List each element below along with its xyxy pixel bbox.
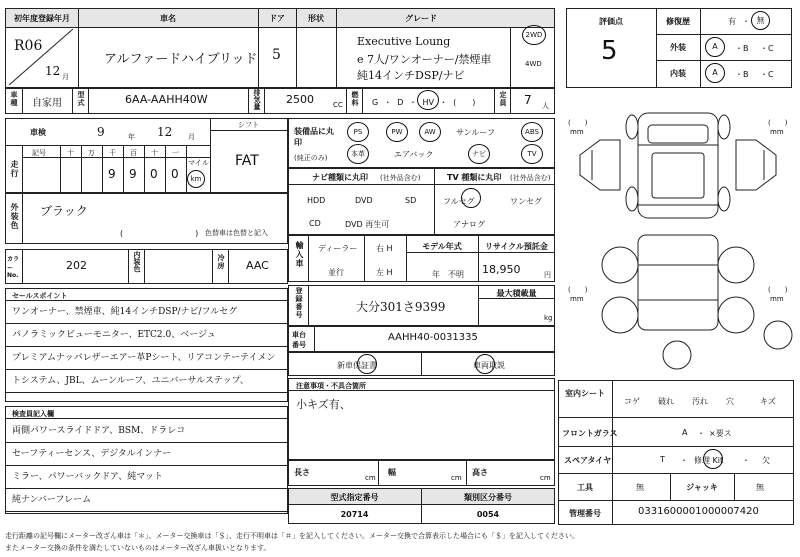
tools-value: 無 — [636, 483, 644, 492]
new-car-warranty: 新車保証書 — [337, 361, 377, 370]
recycle-yen: 円 — [544, 271, 551, 279]
equipment-circle: PS — [347, 122, 369, 142]
equipment-item: サンルーフ — [456, 128, 495, 137]
diagram-mm-br: mm — [770, 295, 784, 303]
fuel-label: 燃料 — [351, 91, 359, 107]
dimensions-block — [288, 460, 555, 486]
digit-unit-label: 十 — [67, 149, 74, 157]
tv-analog: アナログ — [453, 220, 485, 229]
diagram-mm-tr: mm — [770, 128, 784, 136]
score-value: 5 — [601, 36, 618, 66]
grade-line-1: Executive Loung — [357, 35, 451, 48]
repair-yes: 有 — [728, 17, 736, 26]
interior-label: 内装 — [670, 69, 686, 78]
reg-month-unit: 月 — [62, 73, 69, 81]
mileage-mark-label: 記号 — [32, 149, 46, 157]
car-name: アルファードハイブリッド — [104, 52, 258, 67]
color-value: ブラック — [40, 204, 88, 218]
sales-rule — [5, 323, 288, 324]
import-left-h: 左 H — [376, 268, 393, 277]
mgmt-value: 0331600001000007420 — [638, 506, 759, 517]
capacity-unit: 人 — [542, 102, 549, 110]
seat-label: 室内シート — [565, 389, 605, 398]
manual-circle — [475, 354, 495, 374]
aircon-value: AAC — [246, 259, 269, 272]
height-cm: cm — [540, 474, 551, 482]
spare-missing: 欠 — [762, 456, 770, 465]
color-no-value: 202 — [66, 259, 87, 272]
chassis-value: AAHH40-0031335 — [388, 332, 478, 343]
mileage-digit: 0 — [171, 167, 179, 181]
interior-a-circle: A — [705, 63, 725, 83]
spare-dot-2: ・ — [742, 456, 750, 465]
sales-point-line: ワンオーナー、禁煙車、純14インチDSP/ナビ/フルセグ — [12, 307, 238, 317]
exterior-a-circle: A — [705, 37, 725, 57]
import-dealer: ディーラー — [318, 244, 358, 253]
reg-year: R06 — [14, 38, 43, 54]
inspector-rule — [5, 442, 288, 443]
navi-dvd-play: DVD 再生可 — [345, 220, 390, 229]
glass-label: フロントガラス — [562, 429, 618, 438]
inspector-line: 両側パワースライドドア、BSM、ドラレコ — [12, 426, 186, 436]
footer-line-1: 走行距離の記号欄にメーター改ざん車は「＊」、メーター交換車は「＄」、走行不明車は「＃」を記入してください。メーター交換で合算表示した場合にも「＄」を記入してください。 — [5, 532, 579, 540]
recycle-label: リサイクル預託金 — [485, 242, 548, 251]
tv-label: TV 種類に丸印 — [447, 173, 502, 182]
type-number-label: 型式指定番号 — [330, 493, 379, 502]
sales-point-line: トシステム、JBL、ムーンルーフ、ユニバーサルステップ、 — [12, 376, 249, 386]
navi-sd: SD — [405, 196, 417, 205]
spare-kit-circle — [703, 449, 723, 469]
capacity: 7 — [524, 93, 532, 107]
import-label: 輸入車 — [295, 241, 304, 268]
inspection-month: 12 — [157, 125, 173, 139]
sales-rule — [5, 346, 288, 347]
digit-unit-label: 万 — [88, 149, 95, 157]
inspection-month-unit: 月 — [188, 133, 195, 141]
spare-label: スペアタイヤ — [564, 456, 612, 465]
width-label: 幅 — [388, 468, 396, 477]
color-note: 色替車は色替と記入 — [205, 229, 268, 237]
inspector-line: 純ナンバーフレーム — [12, 495, 92, 505]
registration-label: 登録番号 — [295, 287, 303, 319]
seat-item: 穴 — [726, 397, 734, 406]
spare-t: T — [660, 455, 665, 464]
repair-label: 修復歴 — [666, 17, 690, 26]
recycle-value: 18,950 — [482, 263, 521, 276]
navi-label: ナビ種類に丸印 — [312, 173, 368, 182]
exterior-c: ・C — [760, 44, 774, 53]
exterior-b: ・B — [735, 44, 749, 53]
digit-divider — [102, 145, 103, 193]
model-label: 型式 — [77, 91, 85, 107]
diagram-mm-tl: mm — [570, 128, 584, 136]
digit-divider — [186, 145, 187, 193]
grade-line-3: 純14インチDSP/ナビ — [357, 69, 465, 82]
inspector-line: セーフティーセンス、デジタルインナー — [12, 449, 172, 459]
seat-item: キズ — [760, 397, 776, 406]
notes-value: 小キズ有、 — [296, 398, 351, 411]
equipment-item: エアバック — [394, 150, 434, 159]
tv-sub: (社外品含む) — [510, 174, 551, 182]
spare-kit: 修理 Kit — [694, 456, 724, 465]
navi-sub: (社外品含む) — [380, 174, 421, 182]
name-label: 車名 — [160, 14, 176, 23]
grade-line-2: e 7人/ワンオーナー/禁煙車 — [357, 53, 492, 66]
equipment-circle: PW — [386, 122, 408, 142]
navi-hdd: HDD — [307, 196, 326, 205]
seat-item: 破れ — [658, 397, 674, 406]
interior-c: ・C — [760, 70, 774, 79]
inspection-label: 車検 — [30, 128, 46, 137]
chassis-label: 車台番号 — [292, 331, 306, 349]
width-cm: cm — [451, 474, 462, 482]
first-reg-label: 初年度登録年月 — [14, 14, 70, 23]
sales-rule — [5, 369, 288, 370]
inspection-year: 9 — [97, 125, 105, 139]
import-parallel: 並行 — [328, 268, 344, 277]
door-label: ドア — [269, 14, 285, 23]
reg-month: 12 — [45, 64, 61, 78]
km-circle: km — [187, 170, 205, 188]
interior-color-label: 内装色 — [133, 251, 141, 272]
sales-points-label: セールスポイント — [12, 292, 68, 300]
color-paren: ( ) — [120, 229, 199, 238]
load-kg: kg — [544, 314, 553, 322]
digit-unit-label: 一 — [172, 149, 179, 157]
equipment-label: 装備品に丸印 — [294, 127, 334, 147]
registration-value: 大分301さ9399 — [356, 300, 446, 314]
digit-unit-label: 千 — [109, 149, 116, 157]
manual: 車両取説 — [473, 361, 505, 370]
seat-item: 汚れ — [692, 397, 708, 406]
glass-x: ×要ス — [709, 429, 732, 438]
inspector-line: ミラー、パワーバックドア、純マット — [12, 472, 163, 482]
cc-unit: CC — [333, 101, 343, 109]
color-no-label: カラーNo. — [7, 256, 20, 279]
equipment-circle: ナビ — [468, 144, 490, 164]
tv-fullseg-circle — [461, 188, 481, 208]
inspector-label: 検査員記入欄 — [12, 410, 54, 418]
mileage-label: 走行 — [10, 160, 19, 178]
digit-divider — [123, 145, 124, 193]
grade-label: グレード — [405, 14, 437, 23]
score-label: 評価点 — [599, 17, 623, 26]
warranty-circle — [357, 354, 377, 374]
digit-unit-label: 十 — [151, 149, 158, 157]
seat-item: コゲ — [624, 397, 640, 406]
mileage-digit: 9 — [129, 167, 137, 181]
displacement-label: 排気量 — [253, 89, 261, 110]
notes-label: 注意事項・不具合箇所 — [296, 382, 366, 390]
jack-label: ジャッキ — [686, 483, 718, 492]
height-label: 高さ — [472, 468, 488, 477]
interior-b: ・B — [735, 70, 749, 79]
model-year: 年 不明 — [432, 270, 464, 279]
fuel-hv-circle — [417, 90, 439, 110]
class-number-label: 類別区分番号 — [464, 493, 512, 502]
spare-dot-1: ・ — [680, 456, 688, 465]
door-count: 5 — [272, 47, 281, 63]
mile-label: マイル — [188, 159, 209, 167]
class-number-value: 0054 — [476, 510, 500, 519]
equipment-sub: (純正のみ) — [294, 154, 328, 162]
capacity-label: 定員 — [499, 91, 507, 107]
digit-unit-label: 百 — [130, 149, 137, 157]
mileage-digit: 9 — [108, 167, 116, 181]
digit-divider — [165, 145, 166, 193]
sales-point-line: プレミアムナッパレザーエアー革Pシート、リアコンテーテイメン — [12, 353, 276, 363]
usage: 自家用 — [32, 98, 62, 109]
diagram-corner-br: ( ) — [768, 286, 788, 294]
tools-label: 工具 — [577, 483, 593, 492]
shift-value: FAT — [235, 153, 259, 169]
tv-oneseg: ワンセグ — [510, 197, 542, 206]
tv-fullseg: フルセグ — [443, 197, 475, 206]
footer-line-2: またメーター交換の条件を満たしていないものはメーター改ざん車扱いとなります。 — [5, 544, 271, 552]
digit-divider — [144, 145, 145, 193]
repair-dot: ・ — [742, 17, 750, 26]
glass-dot: ・ — [697, 429, 705, 438]
navi-dvd: DVD — [355, 196, 373, 205]
inspection-year-unit: 年 — [128, 133, 135, 141]
type-number-value: 20714 — [340, 510, 369, 519]
glass-a: A — [682, 428, 688, 437]
color-label: 外装色 — [10, 203, 19, 230]
exterior-label: 外装 — [670, 43, 686, 52]
model-year-label: モデル年式 — [422, 242, 462, 251]
displacement: 2500 — [286, 93, 314, 106]
equipment-circle: 本革 — [347, 144, 369, 164]
diagram-corner-tl: ( ) — [568, 119, 588, 127]
inspector-rule — [5, 511, 288, 512]
equipment-circle: ABS — [521, 122, 543, 142]
shape-label: 形状 — [308, 14, 324, 23]
aircon-label: 冷房 — [217, 254, 225, 270]
plate-label: 車種 — [10, 91, 18, 107]
inspector-rule — [5, 465, 288, 466]
diagram-mm-bl: mm — [570, 295, 584, 303]
sales-rule — [5, 392, 288, 393]
length-cm: cm — [365, 474, 376, 482]
equipment-circle: TV — [521, 144, 543, 164]
inspector-rule — [5, 488, 288, 489]
import-right-h: 右 H — [376, 244, 393, 253]
load-label: 最大積載量 — [496, 289, 537, 298]
shift-label: シフト — [238, 121, 259, 129]
drive-2wd-circle: 2WD — [522, 25, 546, 45]
length-label: 長さ — [294, 468, 310, 477]
repair-none-circle: 無 — [751, 11, 770, 30]
navi-cd: CD — [309, 219, 321, 228]
diagram-corner-bl: ( ) — [568, 286, 588, 294]
diagram-corner-tr: ( ) — [768, 119, 788, 127]
condition-table — [558, 380, 794, 525]
digit-divider — [81, 145, 82, 193]
drive-4wd: 4WD — [525, 60, 542, 68]
model-value: 6AA-AAHH40W — [125, 93, 208, 106]
equipment-circle: AW — [419, 122, 441, 142]
sales-point-line: パノラミックビューモニター、ETC2.0、ベージュ — [12, 330, 216, 340]
car-diagram — [560, 95, 796, 380]
fuel-options: G ・ D ・ HV ・ ( ) — [372, 98, 476, 107]
mileage-digit: 0 — [150, 167, 158, 181]
jack-value: 無 — [756, 483, 764, 492]
mgmt-label: 管理番号 — [569, 509, 601, 518]
